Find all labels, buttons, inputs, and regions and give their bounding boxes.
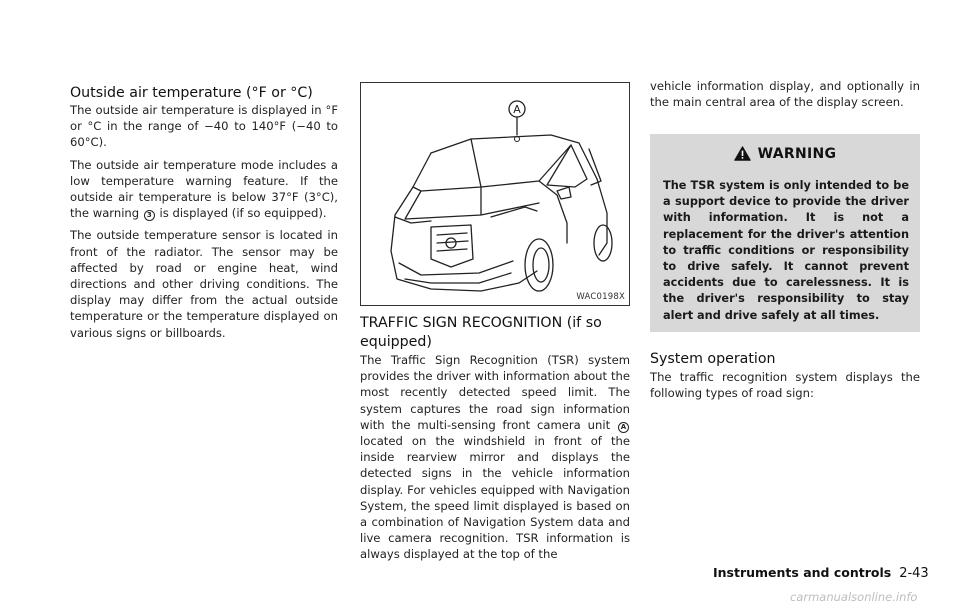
warning-body: The TSR system is only intended to be a support device to provide the driver with information. It is not a replacement for the driver's attention to traffic conditions or responsibility to drive safely. It cannot prevent accidents due to carelessness. It is the driver's responsibility to stay alert and drive safely at all times. [663,179,909,322]
suv-illustration-icon [361,83,629,305]
paragraph: vehicle information display, and optionally in the main central area of the display screen. [650,79,920,110]
warning-header [650,146,920,162]
paragraph: The outside air temperature is displayed in °F or °C in the range of −40 to 140°F (−40 to 60°C). [70,103,338,150]
paragraph: The traffic recognition system displays the following types of road sign: [650,370,920,401]
paragraph: The outside air temperature mode includes a low temperature warning feature. If the outside air temperature is below 37°F (3°C), the warning 3 is displayed (if so equipped). [70,157,338,221]
footer-section: Instruments and controls [713,565,892,580]
callout-a-icon: A [618,422,629,433]
warning-triangle-icon [734,146,751,161]
page-footer [713,565,929,581]
paragraph: The Traffic Sign Recognition (TSR) system provides the driver with information about the most recently detected speed limit. The system captures the road sign information with the multi-sensing front camera unit A located on the windshield in front of the inside rearview mirror and displays the detected signs in the vehicle information display. For vehicles equipped with Navigation System, the speed limit displayed is based on a combination of Navigation System data and live camera recognition. TSR information is always displayed at the top of the [360,353,630,562]
warning-box [650,134,920,332]
paragraph: The outside temperature sensor is located in front of the radiator. The sensor may be affected by road or engine heat, wind directions and other driving conditions. The display may differ from the actual outside temperature or the temperature displayed on various signs or billboards. [70,228,338,340]
warning-title: WARNING [757,146,837,162]
callout-3-icon: 3 [144,210,155,221]
col1-body [70,102,338,347]
col3-body-2 [650,369,920,401]
col3-body [650,78,920,110]
watermark: carmanualsonline.info [790,590,918,604]
page-number: 2-43 [899,566,929,581]
vehicle-figure [360,82,630,306]
heading-system-operation: System operation [650,351,776,367]
callout-a-label: A [513,103,521,116]
figure-code: WAC0198X [576,292,625,302]
tsr-heading-wrap [360,314,630,352]
col2-body [360,352,630,563]
heading-outside-air-temp: Outside air temperature (°F or °C) [70,85,313,101]
heading-tsr: TRAFFIC SIGN RECOGNITION (if so equipped) [360,315,602,350]
